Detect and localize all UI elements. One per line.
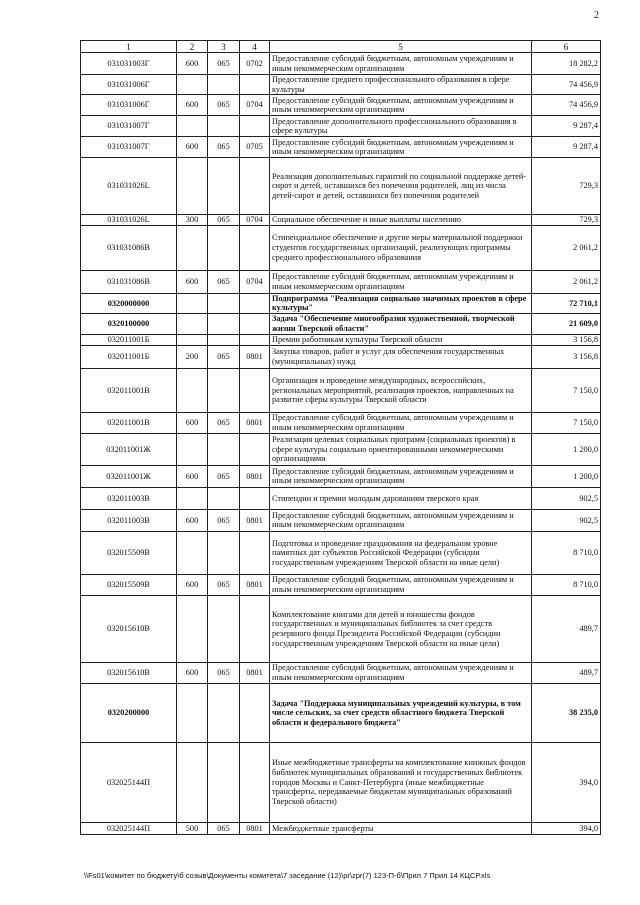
name-cell: Подготовка и проведение празднования на федеральном уровне памятных дат субъектов Российской Федерации (субсидии государственным учреждениям Тверской области на иные цели) xyxy=(270,531,532,574)
table-row xyxy=(81,116,601,137)
rz-cell xyxy=(208,487,240,509)
page-number: 2 xyxy=(594,10,599,21)
pr-cell: 0801 xyxy=(240,822,270,834)
table-row xyxy=(81,822,601,834)
vr-cell xyxy=(177,531,208,574)
table-row xyxy=(81,345,601,368)
code-cell: 031031006Г xyxy=(81,75,177,95)
vr-cell: 600 xyxy=(177,53,208,75)
rz-cell: 065 xyxy=(208,465,240,487)
header-cell: 4 xyxy=(240,41,270,53)
pr-cell xyxy=(240,75,270,95)
name-cell: Предоставление субсидий бюджетным, автономным учреждениям и иным некоммерческим организациям xyxy=(270,465,532,487)
rz-cell: 065 xyxy=(208,412,240,433)
table-row xyxy=(81,75,601,95)
code-cell: 032011001В xyxy=(81,412,177,433)
pr-cell: 0704 xyxy=(240,215,270,226)
code-cell: 032011001Ж xyxy=(81,465,177,487)
rz-cell xyxy=(208,595,240,662)
vr-cell: 500 xyxy=(177,822,208,834)
table-row xyxy=(81,270,601,293)
rz-cell xyxy=(208,683,240,742)
code-cell: 031031007Г xyxy=(81,137,177,158)
pr-cell: 0801 xyxy=(240,662,270,683)
vr-cell: 200 xyxy=(177,345,208,368)
table-row xyxy=(81,225,601,270)
pr-cell xyxy=(240,487,270,509)
sum-cell: 72 710,1 xyxy=(532,293,601,313)
sum-cell: 1 200,0 xyxy=(532,465,601,487)
vr-cell xyxy=(177,683,208,742)
sum-cell: 394,0 xyxy=(532,822,601,834)
vr-cell xyxy=(177,742,208,822)
sum-cell: 21 609,0 xyxy=(532,313,601,334)
sum-cell: 7 150,0 xyxy=(532,368,601,412)
table-row xyxy=(81,465,601,487)
pr-cell xyxy=(240,368,270,412)
pr-cell xyxy=(240,595,270,662)
vr-cell: 600 xyxy=(177,509,208,531)
table-row xyxy=(81,137,601,158)
code-cell: 032015509В xyxy=(81,531,177,574)
sum-cell: 902,5 xyxy=(532,487,601,509)
code-cell: 0320100000 xyxy=(81,313,177,334)
sum-cell: 18 282,2 xyxy=(532,53,601,75)
sum-cell: 74 456,9 xyxy=(532,95,601,116)
sum-cell: 74 456,9 xyxy=(532,75,601,95)
code-cell: 032011001Б xyxy=(81,345,177,368)
sum-cell: 38 235,0 xyxy=(532,683,601,742)
name-cell: Закупка товаров, работ и услуг для обеспечения государственных (муниципальных) нужд xyxy=(270,345,532,368)
rz-cell xyxy=(208,334,240,345)
sum-cell: 9 287,4 xyxy=(532,116,601,137)
name-cell: Межбюджетные трансферты xyxy=(270,822,532,834)
table-row xyxy=(81,662,601,683)
vr-cell xyxy=(177,595,208,662)
name-cell: Задача "Поддержка муниципальных учреждений культуры, в том числе сельских, за счет средств областного бюджета Тверской области и федерального бюджета" xyxy=(270,683,532,742)
code-cell: 032011001Ж xyxy=(81,433,177,465)
rz-cell xyxy=(208,116,240,137)
sum-cell: 8 710,0 xyxy=(532,531,601,574)
vr-cell: 600 xyxy=(177,662,208,683)
pr-cell: 0704 xyxy=(240,95,270,116)
table-row xyxy=(81,293,601,313)
table-row xyxy=(81,595,601,662)
sum-cell: 9 287,4 xyxy=(532,137,601,158)
sum-cell: 729,3 xyxy=(532,158,601,215)
rz-cell xyxy=(208,225,240,270)
name-cell: Предоставление среднего профессионального образования в сфере культуры xyxy=(270,75,532,95)
code-cell: 032011001Б xyxy=(81,334,177,345)
rz-cell xyxy=(208,742,240,822)
table-header-row xyxy=(81,41,601,53)
rz-cell: 065 xyxy=(208,95,240,116)
name-cell: Задача "Обеспечение многообразия художественной, творческой жизни Тверской области" xyxy=(270,313,532,334)
name-cell: Предоставление субсидий бюджетным, автономным учреждениям и иным некоммерческим организациям xyxy=(270,137,532,158)
pr-cell xyxy=(240,531,270,574)
pr-cell xyxy=(240,313,270,334)
rz-cell: 065 xyxy=(208,345,240,368)
pr-cell: 0801 xyxy=(240,345,270,368)
table-row xyxy=(81,742,601,822)
rz-cell xyxy=(208,313,240,334)
header-cell: 3 xyxy=(208,41,240,53)
name-cell: Реализация дополнительных гарантий по социальной поддержке детей-сирот и детей, оставшихся без попечения родителей, лиц из числа детей-сирот и детей, оставшихся без попечения родителей xyxy=(270,158,532,215)
code-cell: 031031003Г xyxy=(81,53,177,75)
rz-cell xyxy=(208,433,240,465)
code-cell: 032011003В xyxy=(81,487,177,509)
table-row xyxy=(81,95,601,116)
name-cell: Предоставление субсидий бюджетным, автономным учреждениям и иным некоммерческим организациям xyxy=(270,95,532,116)
vr-cell xyxy=(177,75,208,95)
rz-cell xyxy=(208,75,240,95)
code-cell: 032011003В xyxy=(81,509,177,531)
table-row xyxy=(81,487,601,509)
table-row xyxy=(81,53,601,75)
file-path-footer: \\Fs01\комитет по бюджету\б созыв\Документы комитета\7 заседание (12)\pr\zpr(7) 123-П-б\Прил 7 Прил 14 КЦСР.xls xyxy=(84,871,491,880)
rz-cell: 065 xyxy=(208,574,240,595)
sum-cell: 902,5 xyxy=(532,509,601,531)
name-cell: Предоставление дополнительного профессионального образования в сфере культуры xyxy=(270,116,532,137)
pr-cell: 0705 xyxy=(240,137,270,158)
pr-cell: 0702 xyxy=(240,53,270,75)
vr-cell xyxy=(177,368,208,412)
rz-cell xyxy=(208,158,240,215)
table-row xyxy=(81,531,601,574)
pr-cell xyxy=(240,683,270,742)
table-row xyxy=(81,215,601,226)
name-cell: Предоставление субсидий бюджетным, автономным учреждениям и иным некоммерческим организациям xyxy=(270,53,532,75)
rz-cell: 065 xyxy=(208,215,240,226)
pr-cell xyxy=(240,225,270,270)
table-row xyxy=(81,574,601,595)
name-cell: Социальное обеспечение и иные выплаты населению xyxy=(270,215,532,226)
code-cell: 032015610В xyxy=(81,595,177,662)
code-cell: 031031006Г xyxy=(81,95,177,116)
vr-cell: 600 xyxy=(177,574,208,595)
name-cell: Стипендии и премии молодым дарованиям тверского края xyxy=(270,487,532,509)
vr-cell: 600 xyxy=(177,137,208,158)
name-cell: Предоставление субсидий бюджетным, автономным учреждениям и иным некоммерческим организациям xyxy=(270,662,532,683)
table-row xyxy=(81,313,601,334)
table-row xyxy=(81,368,601,412)
table-row xyxy=(81,334,601,345)
vr-cell: 600 xyxy=(177,465,208,487)
code-cell: 031031007Г xyxy=(81,116,177,137)
name-cell: Иные межбюджетные трансферты на комплектование книжных фондов библиотек муниципальных образований и государственных библиотек городов Москвы и Санкт-Петербурга (иные межбюджетные трансферты, передаваемые бюджетам муниципальных образований Тверской области) xyxy=(270,742,532,822)
sum-cell: 2 061,2 xyxy=(532,225,601,270)
code-cell: 031031086В xyxy=(81,270,177,293)
vr-cell xyxy=(177,225,208,270)
header-cell: 1 xyxy=(81,41,177,53)
table-row xyxy=(81,509,601,531)
name-cell: Предоставление субсидий бюджетным, автономным учреждениям и иным некоммерческим организациям xyxy=(270,574,532,595)
sum-cell: 394,0 xyxy=(532,742,601,822)
sum-cell: 8 710,0 xyxy=(532,574,601,595)
table-row xyxy=(81,683,601,742)
sum-cell: 2 061,2 xyxy=(532,270,601,293)
code-cell: 0320200000 xyxy=(81,683,177,742)
sum-cell: 3 156,8 xyxy=(532,345,601,368)
table-row xyxy=(81,158,601,215)
vr-cell xyxy=(177,334,208,345)
sum-cell: 3 156,8 xyxy=(532,334,601,345)
code-cell: 032015509В xyxy=(81,574,177,595)
name-cell: Реализация целевых социальных программ (социальных проектов) в сфере культуры социально ориентированными некоммерческими организациями xyxy=(270,433,532,465)
header-cell: 6 xyxy=(532,41,601,53)
rz-cell xyxy=(208,531,240,574)
rz-cell xyxy=(208,293,240,313)
table-row xyxy=(81,412,601,433)
sum-cell: 7 150,0 xyxy=(532,412,601,433)
rz-cell: 065 xyxy=(208,270,240,293)
pr-cell: 0801 xyxy=(240,509,270,531)
code-cell: 032015610В xyxy=(81,662,177,683)
sum-cell: 1 200,0 xyxy=(532,433,601,465)
pr-cell xyxy=(240,433,270,465)
name-cell: Комплектование книгами для детей и юношества фондов государственных и муниципальных библиотек за счет средств резервного фонда Президента Российской Федерации (субсидии государственным учреждениям Тверской области на иные цели) xyxy=(270,595,532,662)
code-cell: 031031086В xyxy=(81,225,177,270)
code-cell: 032025144П xyxy=(81,822,177,834)
name-cell: Подпрограмма "Реализация социально значимых проектов в сфере культуры" xyxy=(270,293,532,313)
table-row xyxy=(81,433,601,465)
name-cell: Предоставление субсидий бюджетным, автономным учреждениям и иным некоммерческим организациям xyxy=(270,509,532,531)
vr-cell: 600 xyxy=(177,95,208,116)
code-cell: 0320000000 xyxy=(81,293,177,313)
rz-cell: 065 xyxy=(208,822,240,834)
name-cell: Предоставление субсидий бюджетным, автономным учреждениям и иным некоммерческим организациям xyxy=(270,412,532,433)
rz-cell: 065 xyxy=(208,662,240,683)
vr-cell: 300 xyxy=(177,215,208,226)
code-cell: 031031026L xyxy=(81,158,177,215)
vr-cell xyxy=(177,313,208,334)
pr-cell xyxy=(240,158,270,215)
rz-cell: 065 xyxy=(208,509,240,531)
pr-cell: 0801 xyxy=(240,412,270,433)
rz-cell: 065 xyxy=(208,137,240,158)
vr-cell xyxy=(177,433,208,465)
name-cell: Предоставление субсидий бюджетным, автономным учреждениям и иным некоммерческим организациям xyxy=(270,270,532,293)
pr-cell: 0801 xyxy=(240,574,270,595)
pr-cell: 0704 xyxy=(240,270,270,293)
pr-cell xyxy=(240,116,270,137)
code-cell: 032025144П xyxy=(81,742,177,822)
name-cell: Премии работникам культуры Тверской области xyxy=(270,334,532,345)
vr-cell: 600 xyxy=(177,412,208,433)
name-cell: Стипендиальное обеспечение и другие меры материальной поддержки студентов государственных организаций, реализующих программы среднего профессионального образования xyxy=(270,225,532,270)
vr-cell xyxy=(177,487,208,509)
code-cell: 032011001В xyxy=(81,368,177,412)
header-cell: 5 xyxy=(270,41,532,53)
rz-cell xyxy=(208,368,240,412)
sum-cell: 489,7 xyxy=(532,595,601,662)
pr-cell xyxy=(240,293,270,313)
pr-cell: 0801 xyxy=(240,465,270,487)
sum-cell: 489,7 xyxy=(532,662,601,683)
vr-cell xyxy=(177,293,208,313)
sum-cell: 729,3 xyxy=(532,215,601,226)
header-cell: 2 xyxy=(177,41,208,53)
vr-cell xyxy=(177,116,208,137)
budget-table xyxy=(80,40,601,835)
vr-cell xyxy=(177,158,208,215)
vr-cell: 600 xyxy=(177,270,208,293)
pr-cell xyxy=(240,742,270,822)
rz-cell: 065 xyxy=(208,53,240,75)
code-cell: 031031026L xyxy=(81,215,177,226)
pr-cell xyxy=(240,334,270,345)
name-cell: Организация и проведение международных, всероссийских, региональных мероприятий, реализация проектов, направленных на развитие сферы культуры Тверской области xyxy=(270,368,532,412)
